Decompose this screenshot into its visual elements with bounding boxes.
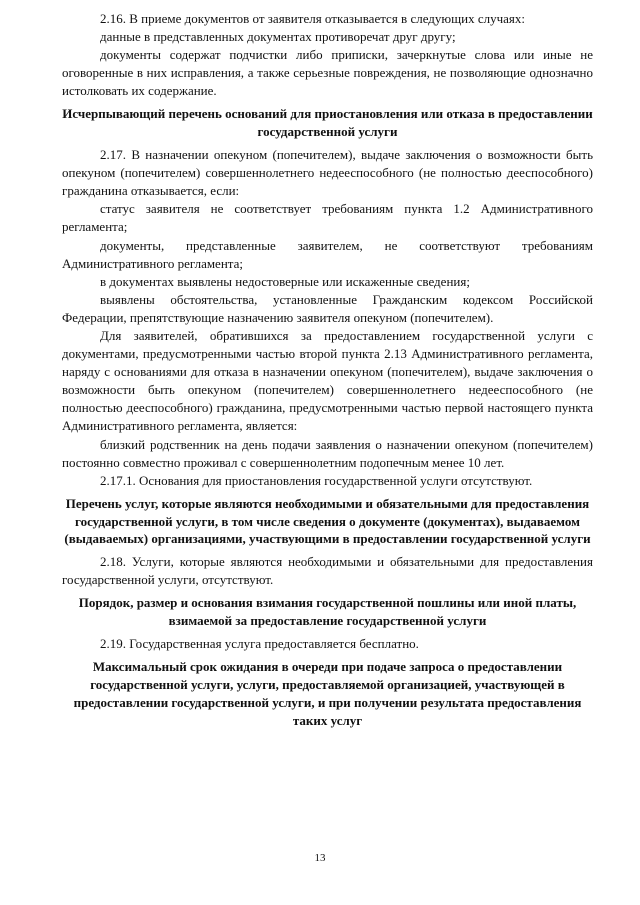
paragraph: 2.17. В назначении опекуном (попечителем), выдаче заключения о возможности быть опекуном (попечителем) совершеннолетнего недееспособного (не полностью дееспособного) гражданина отказывается, если: <box>62 147 593 199</box>
paragraph: выявлены обстоятельства, установленные Гражданским кодексом Российской Федерации, препятствующие назначению заявителя опекуном (попечителем). <box>62 291 593 325</box>
paragraph: 2.19. Государственная услуга предоставляется бесплатно. <box>100 636 419 652</box>
page-number: 13 <box>314 852 326 864</box>
paragraph: близкий родственник на день подачи заявления о назначении опекуном (попечителем) постоянно совместно проживал с совершеннолетним подопечным менее 10 лет. <box>62 436 593 470</box>
paragraph: документы, представленные заявителем, не соответствуют требованиям Административного регламента; <box>62 237 593 271</box>
paragraph: 2.18. Услуги, которые являются необходимыми и обязательными для предоставления государственной услуги, отсутствуют. <box>62 554 593 588</box>
paragraph: 2.16. В приеме документов от заявителя отказывается в следующих случаях: <box>100 11 525 26</box>
paragraph: в документах выявлены недостоверные или искаженные сведения; <box>100 273 470 289</box>
paragraph: данные в представленных документах противоречат друг другу; <box>100 29 456 45</box>
paragraph: документы содержат подчистки либо приписки, зачеркнутые слова или иные не оговоренные в них исправления, а также серьезные повреждения, не позволяющие однозначно истолковать их содержание. <box>62 47 593 99</box>
section-heading: Перечень услуг, которые являются необходимыми и обязательными для предоставления государственной услуги, в том числе сведения о документе (документах), выдаваемом (выдаваемых) организациями, участвующими в предоставлении государственной услуги <box>64 495 591 547</box>
paragraph: статус заявителя не соответствует требованиям пункта 1.2 Административного регламента; <box>62 201 593 235</box>
paragraph: 2.17.1. Основания для приостановления государственной услуги отсутствуют. <box>100 472 533 488</box>
section-heading: Максимальный срок ожидания в очереди при подаче запроса о предоставлении государственной услуги, услуги, предоставляемой организацией, участвующей в предоставлении государственной услуги, и при получении результата предоставления таких услуг <box>73 659 582 728</box>
paragraph: Для заявителей, обратившихся за предоставлением государственной услуги с документами, предусмотренными частью второй пункта 2.13 Административного регламента, наряду с основаниями для отказа в назначении опекуном (попечителем), выдаче заключения о возможности быть опекуном (попечителем) совершеннолетнего недееспособного (не полностью дееспособного) гражданина, предусмотренными частью первой настоящего пункта Административного регламента, является: <box>62 328 593 434</box>
section-heading: Исчерпывающий перечень оснований для приостановления или отказа в предоставлении государственной услуги <box>62 106 593 140</box>
section-heading: Порядок, размер и основания взимания государственной пошлины или иной платы, взимаемой за предоставление государственной услуги <box>78 595 577 629</box>
